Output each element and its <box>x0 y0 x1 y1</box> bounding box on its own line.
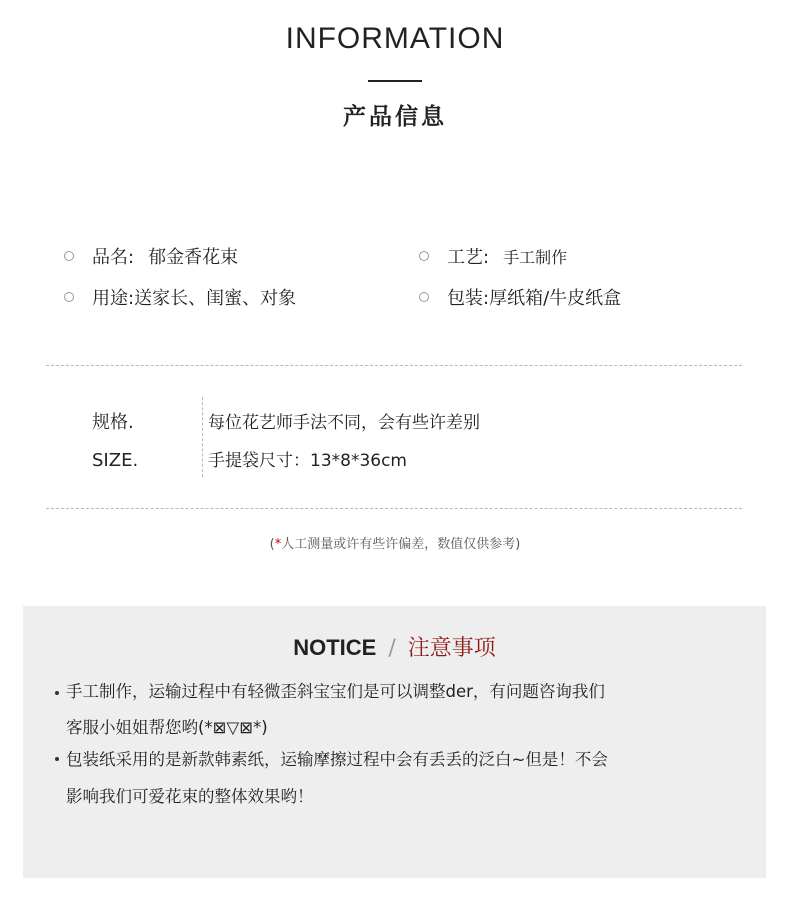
circle-bullet-icon <box>64 251 74 261</box>
dashed-divider <box>46 365 742 366</box>
bullet-dot-icon <box>55 757 59 761</box>
size-line-1: 每位花艺师手法不同，会有些许差别 <box>208 413 480 433</box>
info-usage-value: 送家长、闺蜜、对象 <box>134 288 297 309</box>
info-usage <box>64 284 296 310</box>
notice-title-cn: 注意事项 <box>407 636 496 661</box>
size-divider <box>202 397 203 477</box>
info-name-label: 品名: <box>92 247 135 268</box>
bullet-dot-icon <box>55 691 59 695</box>
info-name <box>64 243 238 269</box>
measurement-note: (*人工测量或许有些许偏差，数值仅供参考) <box>269 537 521 552</box>
note-star: * <box>274 537 282 552</box>
notice-heading <box>23 631 766 662</box>
notice-item-1-line-2: 客服小姐姐帮您哟(*⊠▽⊠*) <box>66 718 268 737</box>
notice-item-2-line-1: 包装纸采用的是新款韩素纸，运输摩擦过程中会有丢丢的泛白~但是！不会 <box>66 750 608 769</box>
size-label-en: SIZE. <box>92 450 139 471</box>
notice-title-en: NOTICE <box>293 635 377 660</box>
page-title-en: INFORMATION <box>285 22 505 55</box>
notice-item-2-line-2: 影响我们可爱花束的整体效果哟！ <box>66 787 314 806</box>
notice-slash: / <box>388 636 396 661</box>
circle-bullet-icon <box>419 251 429 261</box>
size-line-2: 手提袋尺寸：13*8*36cm <box>208 451 407 471</box>
size-label-cn: 规格. <box>92 412 134 433</box>
info-packaging <box>419 284 621 310</box>
info-usage-label: 用途: <box>92 288 135 309</box>
info-craft-label: 工艺: <box>447 247 490 268</box>
notice-panel <box>23 606 766 878</box>
info-packaging-value: 厚纸箱/牛皮纸盒 <box>489 288 622 309</box>
page-title-cn: 产品信息 <box>343 104 447 130</box>
info-craft-value: 手工制作 <box>503 247 568 267</box>
info-packaging-label: 包装: <box>447 288 490 309</box>
info-craft <box>419 243 567 269</box>
notice-item-1-line-1: 手工制作，运输过程中有轻微歪斜宝宝们是可以调整der，有问题咨询我们 <box>66 682 605 701</box>
dashed-divider <box>46 508 742 509</box>
info-name-value: 郁金香花束 <box>148 247 239 268</box>
title-divider <box>368 80 422 82</box>
circle-bullet-icon <box>64 292 74 302</box>
circle-bullet-icon <box>419 292 429 302</box>
